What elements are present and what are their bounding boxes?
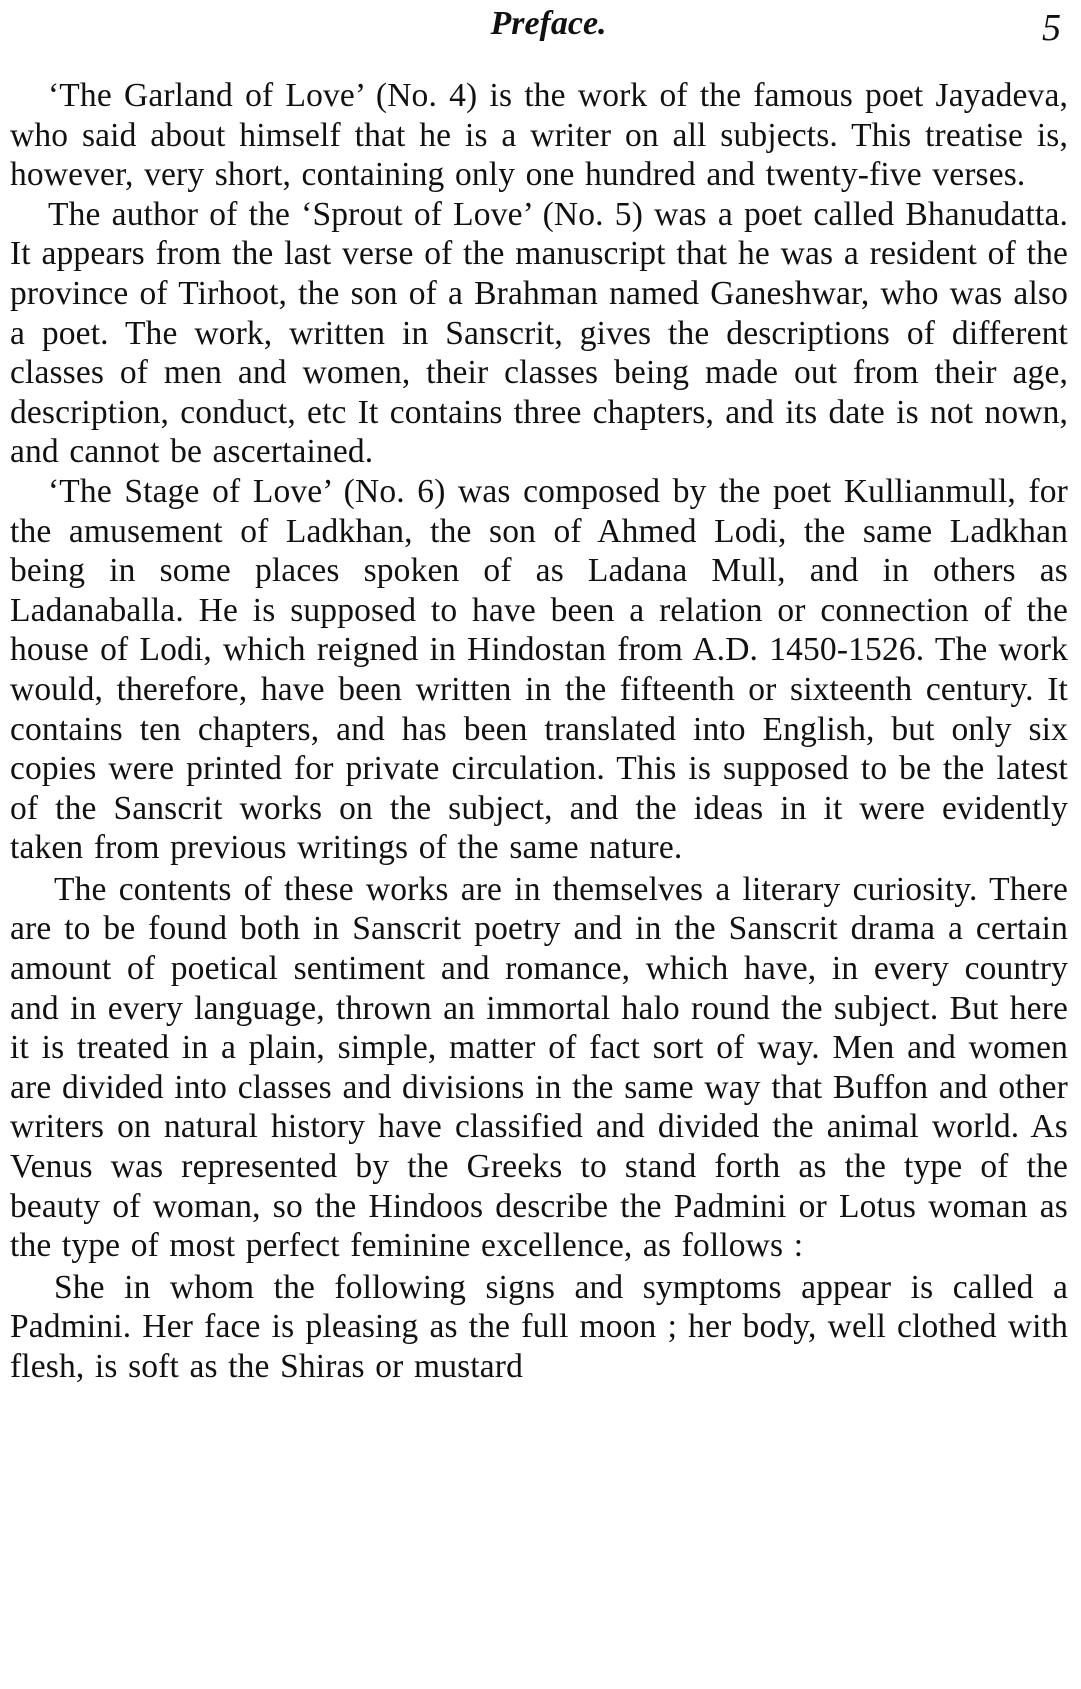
running-head: Preface.: [490, 5, 607, 42]
paragraph-stage-of-love: ‘The Stage of Love’ (No. 6) was composed by the poet Kullianmull, for the amusement of Ladkhan, the son of Ahmed Lodi, the same Ladkhan being in some places spoken of as Ladana Mull, and in others as Ladanaballa. He is supposed to have been a relation or connection of the house of Lodi, which reigned in Hindostan from A.D. 1450-1526. The work would, therefore, have been written in the fifteenth or sixteenth century. It contains ten chapters, and has been translated into English, but only six copies were printed for private circulation. This is supposed to be the latest of the Sanscrit works on the subject, and the ideas in it were evidently taken from previous writings of the same nature.: [10, 472, 1068, 867]
page-header: [0, 4, 1081, 56]
page-number: 5: [1042, 7, 1061, 49]
paragraph-padmini: She in whom the following signs and symptoms appear is called a Padmini. Her face is pleasing as the full moon ; her body, well clothed with flesh, is soft as the Shiras or mustard: [10, 1268, 1068, 1385]
paragraph-garland-of-love: ‘The Garland of Love’ (No. 4) is the work of the famous poet Jayadeva, who said about himself that he is a writer on all subjects. This treatise is, however, very short, containing only one hundred and twenty-five verses.: [10, 77, 1068, 194]
paragraph-sprout-of-love: The author of the ‘Sprout of Love’ (No. 5) was a poet called Bhanudatta. It appears from the last verse of the manuscript that he was a resident of the province of Tirhoot, the son of a Brahman named Ganeshwar, who was also a poet. The work, written in Sanscrit, gives the descriptions of different classes of men and women, their classes being made out from their age, description, conduct, etc It contains three chapters, and its date is not nown, and cannot be ascertained.: [10, 195, 1068, 471]
body-text: [10, 76, 1068, 1387]
paragraph-contents-curiosity: The contents of these works are in themselves a literary curiosity. There are to be found both in Sanscrit poetry and in the Sanscrit drama a certain amount of poetical sentiment and romance, which have, in every country and in every language, thrown an immortal halo round the subject. But here it is treated in a plain, simple, matter of fact sort of way. Men and women are divided into classes and divisions in the same way that Buffon and other writers on natural history have classified and divided the animal world. As Venus was represented by the Greeks to stand forth as the type of the beauty of woman, so the Hindoos describe the Padmini or Lotus woman as the type of most perfect feminine excellence, as follows :: [10, 870, 1068, 1265]
